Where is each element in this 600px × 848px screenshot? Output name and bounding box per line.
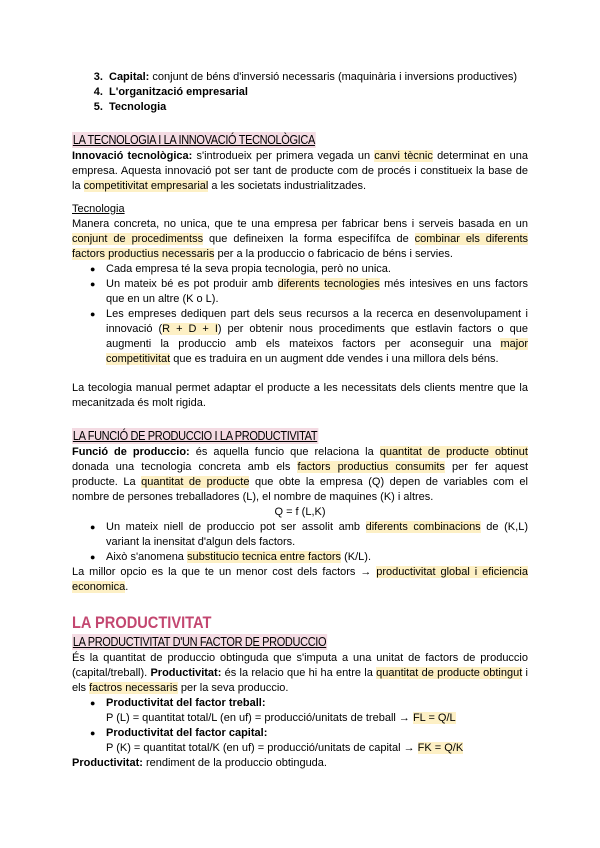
paragraph-millor-opcio: La millor opcio es la que te un menor cost dels factors → productivitat global i eficiencia economica. [72,566,528,593]
list-item: 5. Tecnologia [106,100,528,115]
paragraph-rendiment: Productivitat: rendiment de la produccio obtinguda. [72,757,327,769]
paragraph-tecologia-manual: La tecologia manual permet adaptar el producte a les necessitats dels clients mentre que la mecanitzada és molt rigida. [72,382,528,409]
funcio-bullets [72,520,528,565]
tecnologia-bullets [72,262,528,367]
formula: Q = f (L,K) [274,506,326,518]
section-heading-funcio: LA FUNCIÓ DE PRODUCCIO I LA PRODUCTIVITAT [72,429,318,443]
factors-list [72,70,528,115]
paragraph-innovacio: Innovació tecnològica: s'introdueix per primera vegada un canvi tècnic determinat en una empresa. Aquesta innovació pot ser tant de producte com de procés i constitueix la base de la competitivitat empresarial a les societats industrialitzades. [72,150,528,192]
section-heading-factor: LA PRODUCTIVITAT D'UN FACTOR DE PRODUCCIO [72,635,327,649]
paragraph-tecnologia: Manera concreta, no unica, que te una empresa per fabricar bens i serveis basada en un conjunt de procedimentss que defineixen la forma especifífca de combinar els diferents factors productius necessaris per a la produccio o fabricacio de béns i servies. [72,218,528,260]
list-item: ● Productivitat del factor capital: P (K) = quantitat total/K (en uf) = producció/unitats de capital → FK = Q/K [106,726,528,756]
list-item: 3. Capital: conjunt de béns d'inversió necessaris (maquinària i inversions productives) [106,70,528,85]
paragraph-productivitat: És la quantitat de produccio obtinguda que s'imputa a una unitat de factors de produccio (capital/treball). Productivitat: és la relacio que hi ha entre la quantitat de producte obtingut i els factros necessaris per la seva produccio. [72,652,529,694]
productivitat-bullets [72,696,528,756]
subheading-tecnologia: Tecnologia [72,203,125,215]
paragraph-funcio-produccio: Funció de produccio: és aquella funcio que relaciona la quantitat de producte obtinut donada una tecnologia concreta amb els factors productius consumits per fer aquest producte. La quantitat de producte que obte la empresa (Q) depen de variables com el nombre de persones treballadores (L), el nombre de maquines (K) i altres. [72,446,528,503]
list-item: 4. L'organització empresarial [106,85,528,100]
list-item: ● Això s'anomena substitucio tecnica entre factors (K/L). [106,550,528,565]
list-item: ● Productivitat del factor treball: P (L) = quantitat total/L (en uf) = producció/unitats de treball → FL = Q/L [106,696,528,726]
list-item: ● Cada empresa té la seva propia tecnologia, però no unica. [106,262,528,277]
section-heading-tecnologia: LA TECNOLOGIA I LA INNOVACIÓ TECNOLÒGICA [72,133,315,147]
list-item: ● Les empreses dediquen part dels seus recursos a la recerca en desenvolupament i innovació (R + D + I) per obtenir nous procediments que estlavin factors o que augmenti la produccio amb els mateixos factors per aconseguir una major competitivitat que es traduira en un augment dde vendes i una millora dels béns. [106,307,528,367]
list-item: ● Un mateix niell de produccio pot ser assolit amb diferents combinacions de (K,L) variant la inensitat d'algun dels factors. [106,520,528,550]
list-item: ● Un mateix bé es pot produir amb diferents tecnologies més intesives en uns factors que en un altre (K o L). [106,277,528,307]
page-title-productivitat: LA PRODUCTIVITAT [72,613,212,632]
document-page [72,70,528,771]
